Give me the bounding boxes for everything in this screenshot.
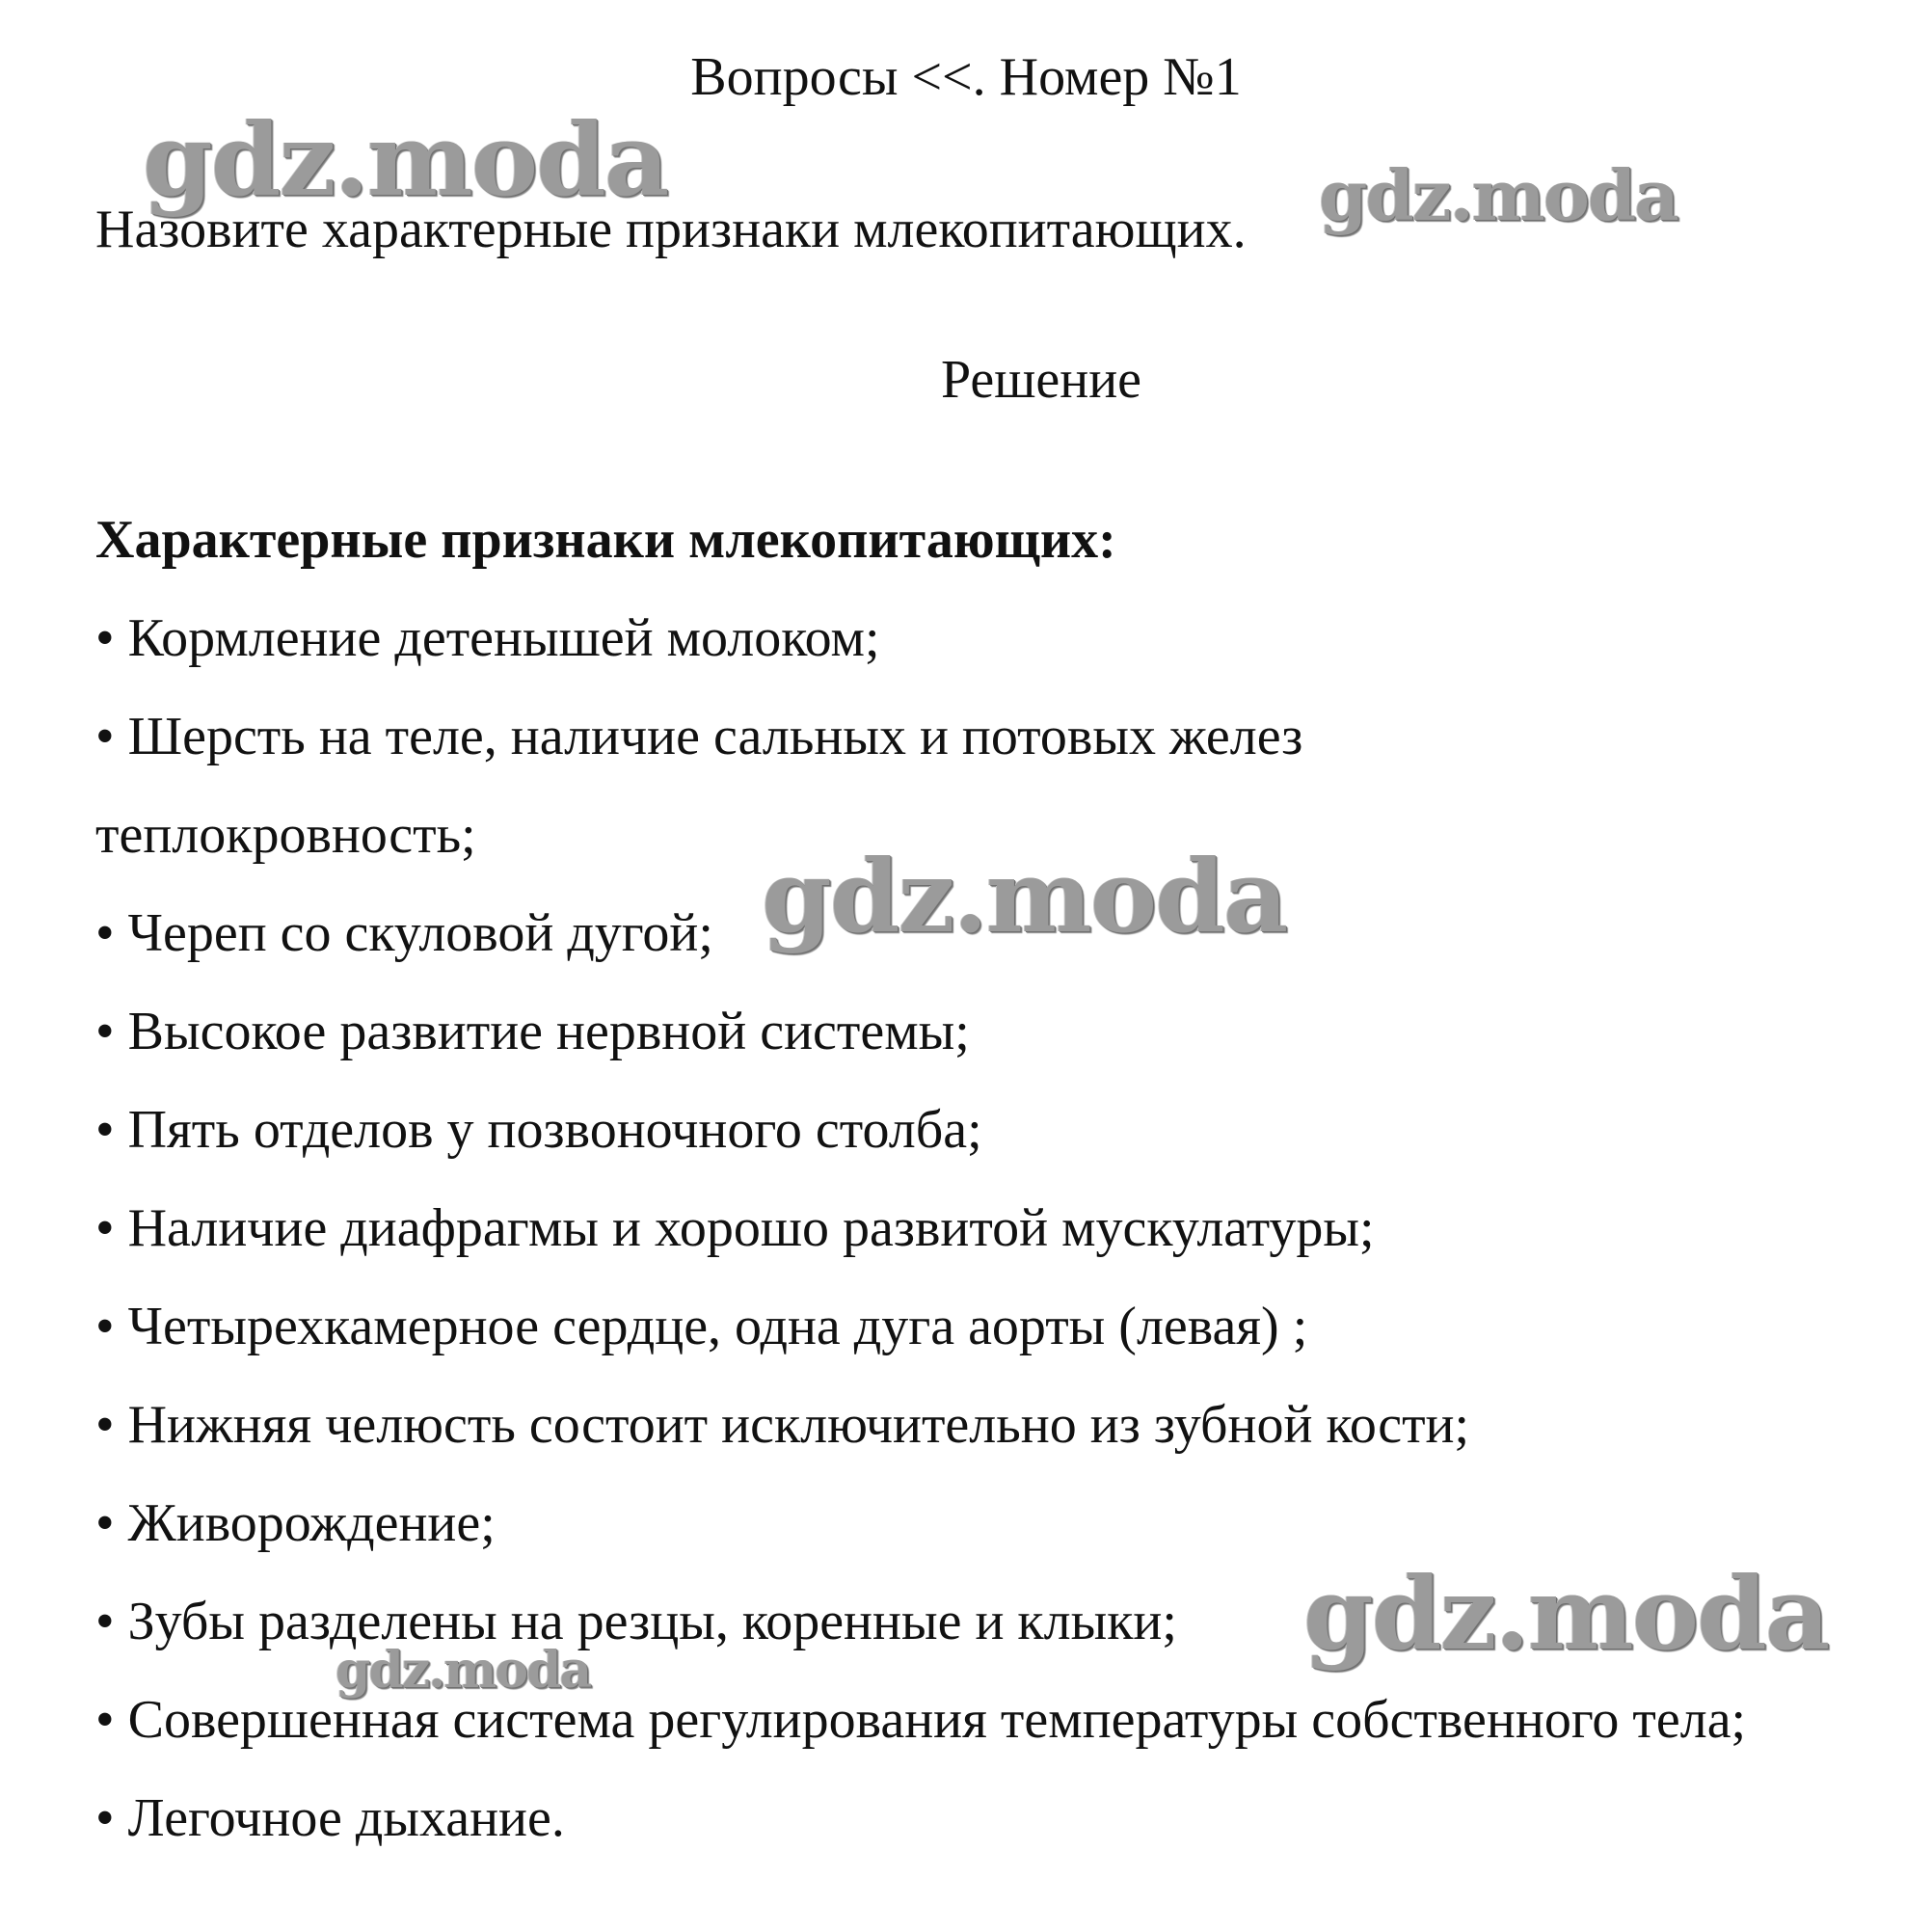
list-item: • Легочное дыхание. [95,1788,565,1848]
watermark-logo: gdz.moda [143,100,668,219]
watermark-logo: gdz.moda [1303,1554,1829,1673]
solution-heading: Решение [940,350,1142,410]
list-item: • Череп со скуловой дугой; [95,903,713,963]
list-item: • Кормление детенышей молоком; [95,608,880,668]
list-item: • Пять отделов у позвоночного столба; [95,1100,982,1160]
list-item-continuation: теплокровность; [95,805,476,865]
list-item: • Совершенная система регулирования температуры собственного тела; [95,1690,1747,1750]
watermark-logo: gdz.moda [335,1641,591,1700]
list-item: • Наличие диафрагмы и хорошо развитой мускулатуры; [95,1198,1375,1258]
list-item: • Нижняя челюсть состоит исключительно из зубной кости; [95,1395,1470,1455]
watermark-logo: gdz.moda [762,837,1287,955]
page-title: Вопросы <<. Номер №1 [690,47,1242,107]
question-text: Назовите характерные признаки млекопитающих. [95,200,1247,259]
watermark-logo: gdz.moda [1319,154,1677,236]
list-item: • Шерсть на теле, наличие сальных и потовых желез [95,707,1303,766]
list-item: • Четырехкамерное сердце, одна дуга аорты (левая) ; [95,1297,1308,1356]
list-item: • Высокое развитие нервной системы; [95,1002,970,1061]
answer-heading: Характерные признаки млекопитающих: [95,510,1116,570]
list-item: • Зубы разделены на резцы, коренные и клыки; [95,1592,1177,1651]
list-item: • Живорождение; [95,1493,496,1553]
